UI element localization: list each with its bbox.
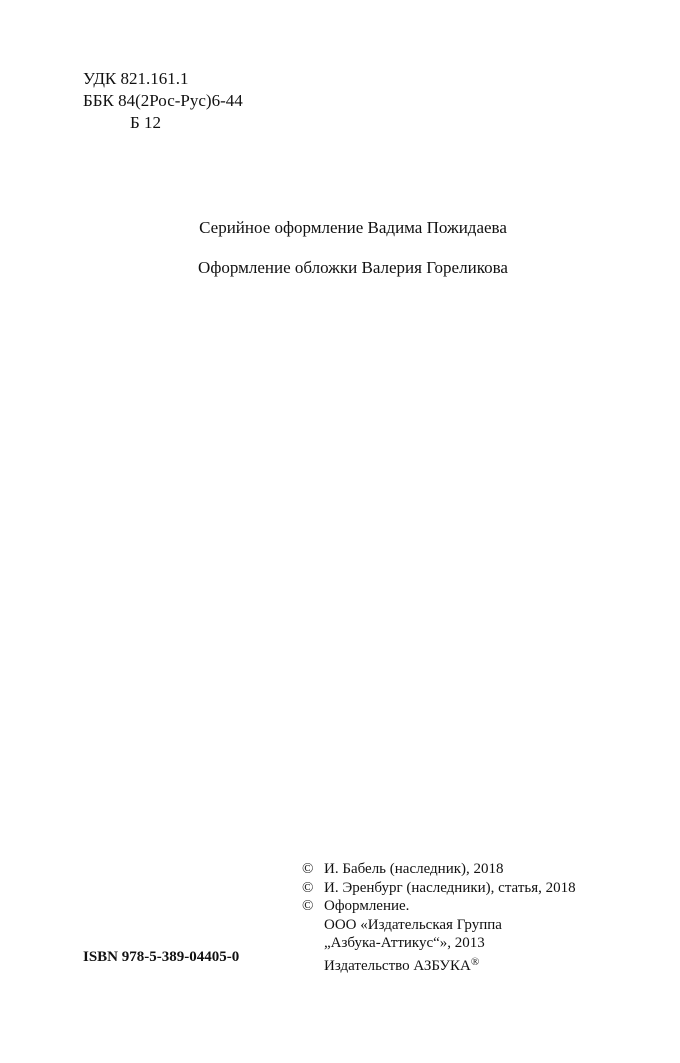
registered-trademark-icon: ® — [470, 955, 480, 968]
publisher-line: „Азбука-Аттикус“», 2013 — [324, 935, 485, 951]
isbn-number: ISBN 978-5-389-04405-0 — [83, 949, 240, 965]
series-design-credit: Серийное оформление Вадима Пожидаева — [199, 218, 507, 237]
bbk-code: ББК 84(2Рос-Рус)6-44 — [83, 91, 243, 110]
copyright-symbol: © — [302, 898, 314, 914]
copyright-symbol: © — [302, 861, 314, 877]
copyright-line — [302, 897, 576, 916]
copyright-text: И. Эренбург (наследники), статья, 2018 — [324, 879, 576, 896]
copyright-line — [302, 860, 576, 879]
author-mark: Б 12 — [130, 113, 162, 132]
publisher-line — [302, 953, 576, 976]
copyright-symbol: © — [302, 879, 314, 896]
copyright-text: Оформление. — [324, 898, 410, 914]
copyright-block — [302, 860, 576, 975]
publisher-name: Издательство АЗБУКА — [324, 957, 471, 974]
classification-block — [83, 68, 243, 134]
publisher-line: ООО «Издательская Группа — [324, 916, 502, 933]
cover-design-credit: Оформление обложки Валерия Гореликова — [198, 258, 508, 277]
copyright-text: И. Бабель (наследник), 2018 — [324, 861, 504, 877]
design-credits — [0, 217, 680, 297]
copyright-line — [302, 879, 576, 898]
udk-code: УДК 821.161.1 — [83, 69, 189, 88]
